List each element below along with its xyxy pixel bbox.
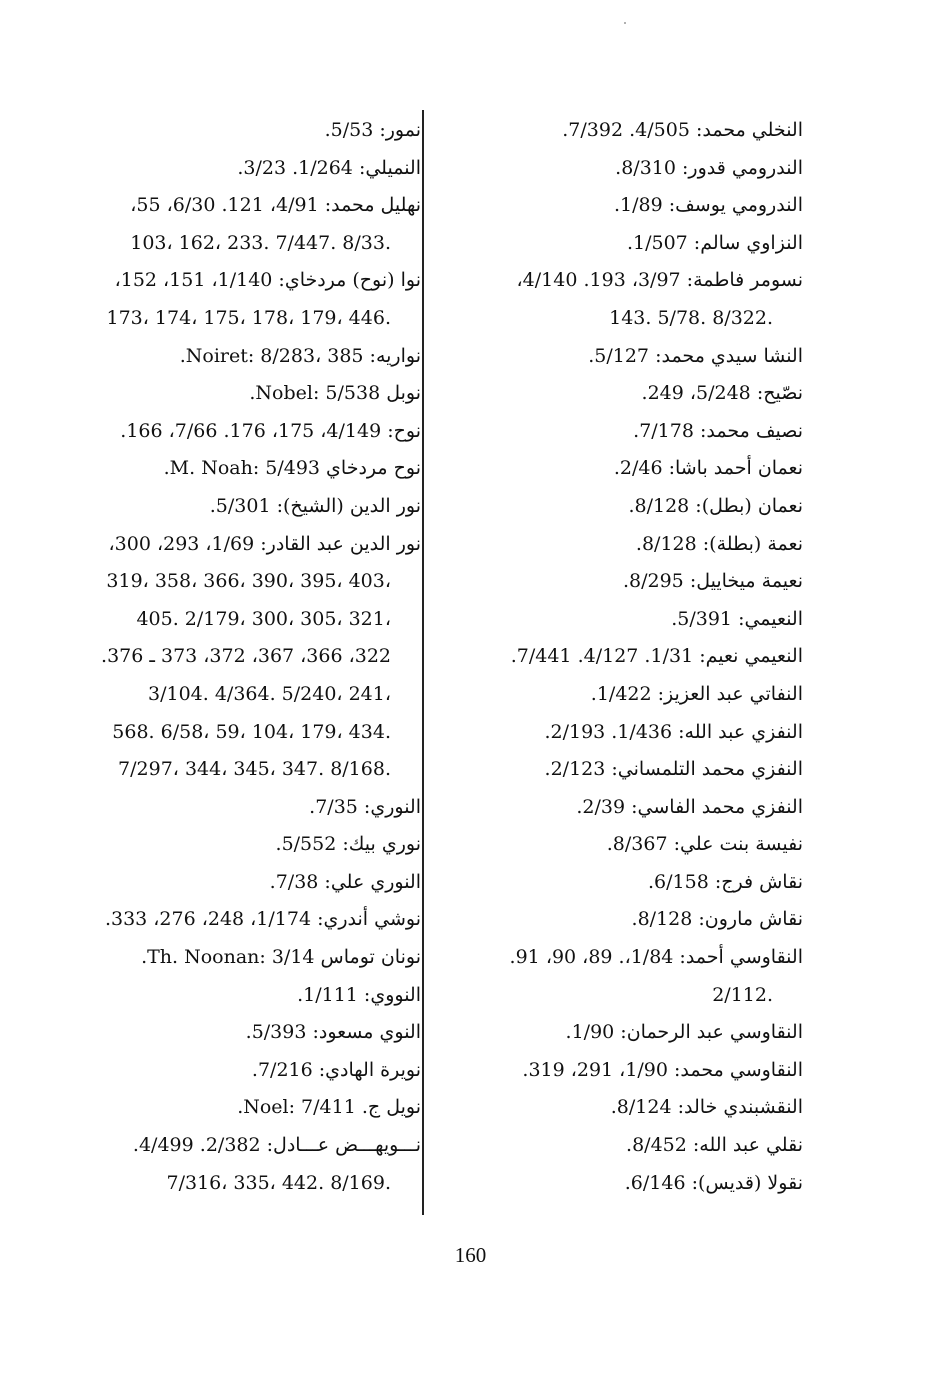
index-entry: نعيمة ميخاييل: 8/295. <box>622 570 803 593</box>
index-entry: نوح: 4/149، 175، 176. 7/66، 166. <box>120 419 421 442</box>
index-entry: النقاوسي عبد الرحمان: 1/90. <box>565 1021 803 1044</box>
index-entry: الندرومي يوسف: 1/89. <box>613 194 803 217</box>
index-entry-continuation: 405. 2/179، 300، 305، 321، <box>136 607 391 630</box>
index-entry: النفزي محمد الفاسي: 2/39. <box>576 795 803 818</box>
index-entry: نور الدين (الشيخ): 5/301. <box>209 494 421 517</box>
index-entry: النعيمي نعيم: 1/31. 4/127. 7/441. <box>510 645 803 668</box>
index-entry: نقاش مارون: 8/128. <box>631 908 803 931</box>
index-entry: نوري بيك: 5/552. <box>275 833 421 856</box>
index-column-left <box>16 112 421 1202</box>
index-entry: نصيف محمد: 7/178. <box>633 419 803 442</box>
index-entry: النفزي عبد الله: 1/436. 2/193. <box>544 720 803 743</box>
index-entry: النوري: 7/35. <box>309 795 421 818</box>
index-entry: النقاوسي أحمد: 1/84،. 89، 90، 91. <box>509 946 803 969</box>
index-entry: النووي: 1/111. <box>297 983 421 1006</box>
index-entry: نقولا (قديس): 6/146. <box>624 1171 803 1194</box>
page-number: 160 <box>454 1243 487 1267</box>
index-entry: الندرومي قدور: 8/310. <box>615 156 803 179</box>
index-entry: النشا سيدي محمد: 5/127. <box>588 344 803 367</box>
index-entry: نعمان (بطل): 8/128. <box>628 494 803 517</box>
index-entry: نعمة (بطلة): 8/128. <box>635 532 803 555</box>
index-entry: نهليل محمد: 4/91، 121. 6/30، 55، <box>130 194 421 217</box>
index-entry: النفاتي عبد العزيز: 1/422. <box>590 682 803 705</box>
index-entry: النميلي: 1/264. 3/23. <box>237 156 421 179</box>
index-entry: النقاوسي محمد: 1/90، 291، 319. <box>522 1058 803 1081</box>
index-entry: النقشبندي خالد: 8/124. <box>610 1096 803 1119</box>
index-entry: نـــويهـــض عـــادل: 2/382. 4/499. <box>132 1134 421 1157</box>
index-entry-continuation: 103، 162، 233. 7/447. 8/33. <box>130 231 391 254</box>
index-entry-continuation: 143. 5/78. 8/322. <box>609 306 773 329</box>
index-entry-continuation: 3/104. 4/364. 5/240، 241، <box>148 682 391 705</box>
index-entry: نمور: 5/53. <box>324 119 421 141</box>
index-entry: النوري علي: 7/38. <box>269 870 421 893</box>
index-entry-continuation: 173، 174، 175، 178، 179، 446. <box>106 306 391 329</box>
index-entry: نور الدين عبد القادر: 1/69، 293، 300، <box>108 532 421 555</box>
paper-speck <box>624 22 626 24</box>
index-entry: نوح مردخاي M. Noah: 5/493. <box>163 457 421 480</box>
index-entry: النفزي محمد التلمساني: 2/123. <box>544 758 803 781</box>
index-entry: نويرة الهادي: 7/216. <box>251 1058 421 1081</box>
index-entry: نقاش فرج: 6/158. <box>647 870 803 893</box>
index-entry: نسومر فاطمة: 3/97، 193. 4/140، <box>516 269 803 292</box>
index-entry: نفيسة بنت علي: 8/367. <box>606 833 803 856</box>
index-entry-continuation: 7/297، 344، 345، 347. 8/168. <box>118 758 391 781</box>
index-entry-continuation: 322، 366، 367، 372، 373 ـ 376. <box>101 645 391 668</box>
index-entry-continuation: 2/112. <box>712 983 773 1006</box>
index-entry: نواريه: Noiret: 8/283، 385. <box>179 344 421 367</box>
index-column-right <box>428 112 803 1202</box>
index-entry-continuation: 7/316، 335، 442. 8/169. <box>166 1171 391 1194</box>
index-entry: نعمان أحمد باشا: 2/46. <box>613 457 803 480</box>
index-entry: نوبل Nobel: 5/538. <box>249 382 421 405</box>
index-entry: نوا (نوح) مردخاي: 1/140، 151، 152، <box>114 269 421 292</box>
column-divider <box>422 110 424 1215</box>
index-entry-continuation: 568. 6/58، 59، 104، 179، 434. <box>112 720 391 743</box>
index-entry: نونان توماس Th. Noonan: 3/14. <box>141 946 421 969</box>
index-entry: نصّيح: 5/248، 249. <box>641 382 803 405</box>
index-entry: نقلي عبد الله: 8/452. <box>626 1134 803 1157</box>
index-entry: النزاوي سالم: 1/507. <box>626 231 803 254</box>
index-entry: النوي مسعود: 5/393. <box>245 1021 421 1044</box>
index-entry: النعيمي: 5/391. <box>671 607 803 630</box>
index-entry: نوشي أندري: 1/174، 248، 276، 333. <box>104 908 421 931</box>
index-entry: النخلي محمد: 4/505. 7/392. <box>562 119 803 141</box>
index-entry: نويل ج. Noel: 7/411. <box>237 1096 421 1119</box>
index-entry-continuation: 319، 358، 366، 390، 395، 403، <box>106 570 391 593</box>
